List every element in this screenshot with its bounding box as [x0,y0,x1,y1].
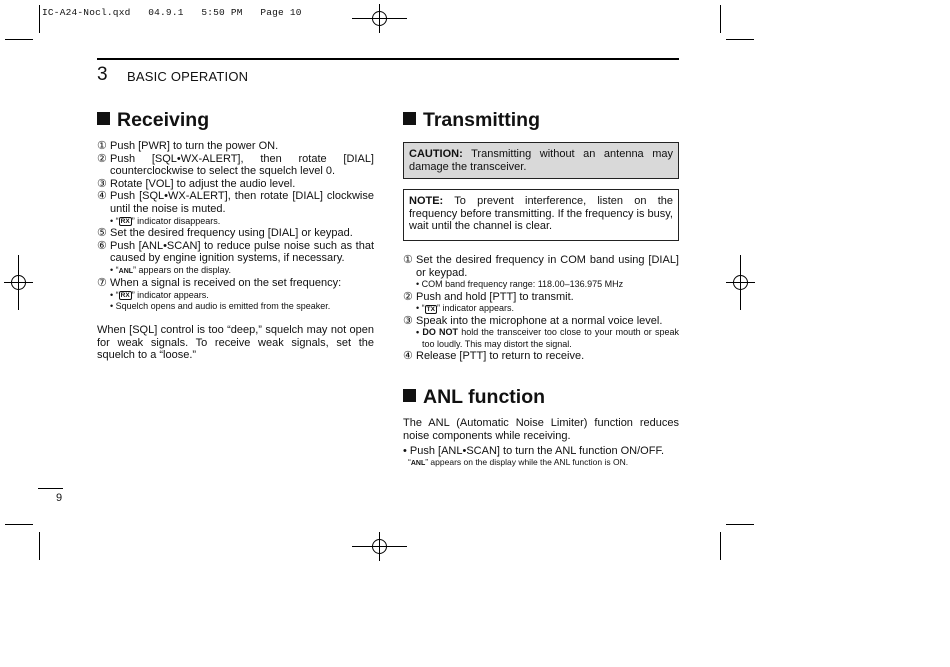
anl-heading: ANL function [403,386,545,409]
list-item: ① Set the desired frequency in COM band using [DIAL] or keypad. [403,254,679,279]
list-item: ② Push [SQL•WX-ALERT], then rotate [DIAL] counterclockwise to select the squelch level 0. [97,152,374,178]
receiving-heading: Receiving [97,109,209,132]
file-slug: IC-A24-Nocl.qxd 04.9.1 5:50 PM Page 10 [42,7,302,18]
square-bullet-icon [403,112,416,125]
step-note: • “ RX ” indicator appears. [110,289,209,300]
page-number-rule [38,488,63,489]
square-bullet-icon [403,389,416,402]
transmitting-heading: Transmitting [403,109,540,132]
list-item: ④ Push [SQL•WX-ALERT], then rotate [DIAL] clockwise until the noise is muted. [97,190,374,215]
caution-text: Transmitting without an antenna may damage the transceiver. [409,148,673,173]
caution-label: CAUTION: [409,148,463,160]
anl-indicator-icon: ANL [410,460,426,467]
note-box [403,189,679,241]
note-label: NOTE: [409,195,444,207]
list-item: ④ Release [PTT] to return to receive. [403,350,585,363]
anl-paragraph: The ANL (Automatic Noise Limiter) function reduces noise components while receiving. [403,417,679,442]
list-item: ⑥ Push [ANL•SCAN] to reduce pulse noise such as that caused by engine ignition systems, if necessary. [97,239,374,265]
step-note: • DO NOT hold the transceiver too close to your mouth or speak too loudly. This may distort the signal. [416,327,679,349]
step-note: • “ TX ” indicator appears. [416,303,515,314]
receiving-paragraph: When [SQL] control is too “deep,” squelch may not open for weak signals. To receive weak signals, set the squelch to a “loose.” [97,324,374,362]
list-item: ⑤ Set the desired frequency using [DIAL] or keypad. [97,227,353,240]
page-number: 9 [56,492,63,504]
receiving-steps [97,140,374,313]
rx-indicator-icon: RX [120,218,130,226]
tx-indicator-icon: TX [426,305,435,313]
anl-indicator-icon: ANL [118,267,134,275]
list-item: ③ Speak into the microphone at a normal voice level. [403,314,663,327]
list-item: ③ Rotate [VOL] to adjust the audio level. [97,177,296,190]
list-item: ② Push and hold [PTT] to transmit. [403,290,574,303]
transmitting-steps [403,254,679,363]
header-rule [97,58,679,60]
step-note: • COM band frequency range: 118.00–136.975 MHz [416,279,624,290]
step-note: • “ANL” appears on the display. [110,264,231,275]
caution-box [403,142,679,179]
square-bullet-icon [97,112,110,125]
anl-bullet: • Push [ANL•SCAN] to turn the ANL function ON/OFF. [403,445,665,457]
list-item: ① Push [PWR] to turn the power ON. [97,140,279,152]
step-note: • Squelch opens and audio is emitted from the speaker. [110,301,331,312]
chapter-title: BASIC OPERATION [127,69,249,84]
list-item: ⑦ When a signal is received on the set frequency: [97,277,342,290]
chapter-number: 3 [97,64,108,85]
note-text: To prevent interference, listen on the frequency before transmitting. If the frequency is busy, wait until the channel is clear. [409,195,673,233]
rx-indicator-icon: RX [120,292,130,300]
step-note: • “ RX ” indicator disappears. [110,215,221,226]
anl-note: “ANL” appears on the display while the ANL function is ON. [408,457,629,467]
